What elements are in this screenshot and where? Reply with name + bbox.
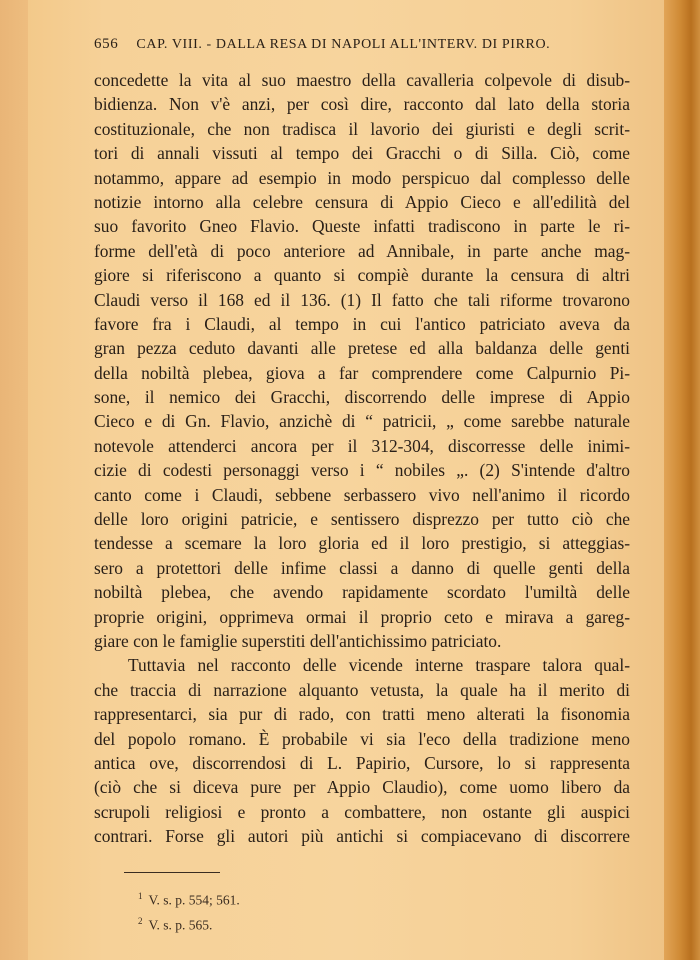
- text-line: canto come i Claudi, sebbene serbassero vivo nell'animo il ricordo: [94, 484, 630, 505]
- footnote-mark: 2: [138, 915, 143, 926]
- footnote-mark: 1: [138, 891, 143, 901]
- text-line: tori di annali vissuti al tempo dei Gracchi o di Silla. Ciò, come: [94, 143, 630, 164]
- text-line: bidienza. Non v'è anzi, per così dire, racconto dal lato della storia: [94, 94, 630, 115]
- running-header: [94, 36, 574, 53]
- text-line: favore fra i Claudi, al tempo in cui l'antico patriciato aveva da: [94, 313, 630, 334]
- text-line: del popolo romano. È probabile vi sia l'eco della tradizione meno: [94, 728, 630, 749]
- text-line: notammo, appare ad esempio in modo perspicuo dal complesso delle: [94, 167, 630, 188]
- text-line: forme dell'età di poco anteriore ad Annibale, in parte anche mag-: [94, 240, 630, 261]
- text-line: Cieco e di Gn. Flavio, anzichè di “ patricii, „ come sarebbe naturale: [94, 411, 630, 432]
- text-line: delle loro origini patricie, e sentissero disprezzo per tutto ciò che: [94, 509, 630, 530]
- footnote-text: V. s. p. 565.: [148, 917, 213, 932]
- text-line: scrupoli religiosi e pronto a combattere, non ostante gli auspici: [94, 801, 630, 822]
- text-line: rappresentarci, sia pur di rado, con tratti meno alterati la fisonomia: [94, 704, 630, 725]
- body-text: [94, 68, 630, 849]
- text-line: contrari. Forse gli autori più antichi si compiacevano di discorrere: [94, 826, 630, 847]
- text-line: notizie intorno alla celebre censura di Appio Cieco e all'edilità del: [94, 191, 630, 212]
- text-line: notevole attenderci ancora per il 312-304, discorresse delle inimi-: [94, 435, 630, 456]
- footnote: [138, 911, 240, 936]
- text-line: che traccia di narrazione alquanto vetusta, la quale ha il merito di: [94, 679, 630, 700]
- text-line: proprie origini, opprimeva ormai il proprio ceto e mirava a gareg-: [94, 606, 630, 627]
- text-line: della nobiltà plebea, giova a far comprendere come Calpurnio Pi-: [94, 362, 630, 383]
- text-line: antica ove, discorrendosi di L. Papirio, Cursore, lo si rappresenta: [94, 752, 630, 773]
- footnote-text: V. s. p. 554; 561.: [148, 892, 240, 908]
- page-number: 656: [94, 36, 119, 52]
- text-line: suo favorito Gneo Flavio. Queste infatti tradiscono in parte le ri-: [94, 216, 630, 237]
- text-line: costituzionale, che non tradisca il lavorio dei giuristi e degli scrit-: [94, 118, 630, 139]
- paragraph-start-line: Tuttavia nel racconto delle vicende interne traspare talora qual-: [128, 655, 630, 676]
- text-line: Claudi verso il 168 ed il 136. (1) Il fatto che tali riforme trovarono: [94, 289, 630, 310]
- text-line: giore si riferiscono a quanto si compiè durante la censura di altri: [94, 265, 630, 286]
- footnotes: [138, 886, 240, 935]
- text-line: (ciò che si diceva pure per Appio Claudio), come uomo libero da: [94, 777, 630, 798]
- text-line: sone, il nemico dei Gracchi, discorrendo delle imprese di Appio: [94, 387, 630, 408]
- text-line: concedette la vita al suo maestro della cavalleria colpevole di disub-: [94, 70, 630, 90]
- text-line: gran pezza ceduto davanti alle pretese ed alla baldanza delle genti: [94, 338, 630, 359]
- text-line: tendesse a scemare la loro gloria ed il loro prestigio, si atteggias-: [94, 533, 630, 554]
- page-left-edge: [0, 0, 28, 960]
- footnote-separator: [124, 872, 220, 873]
- text-line: cizie di codesti personaggi verso i “ nobiles „. (2) S'intende d'altro: [94, 460, 630, 481]
- book-spine-edge: [664, 0, 700, 960]
- text-line: giare con le famiglie superstiti dell'antichissimo patriciato.: [94, 630, 502, 651]
- footnote: [138, 886, 240, 911]
- text-line: nobiltà plebea, che avendo rapidamente scordato l'umiltà delle: [94, 582, 630, 603]
- text-line: sero a protettori delle infime classi a danno di quelle genti della: [94, 557, 630, 578]
- running-title: CAP. VIII. - DALLA RESA DI NAPOLI ALL'INTERV. DI PIRRO.: [136, 37, 551, 52]
